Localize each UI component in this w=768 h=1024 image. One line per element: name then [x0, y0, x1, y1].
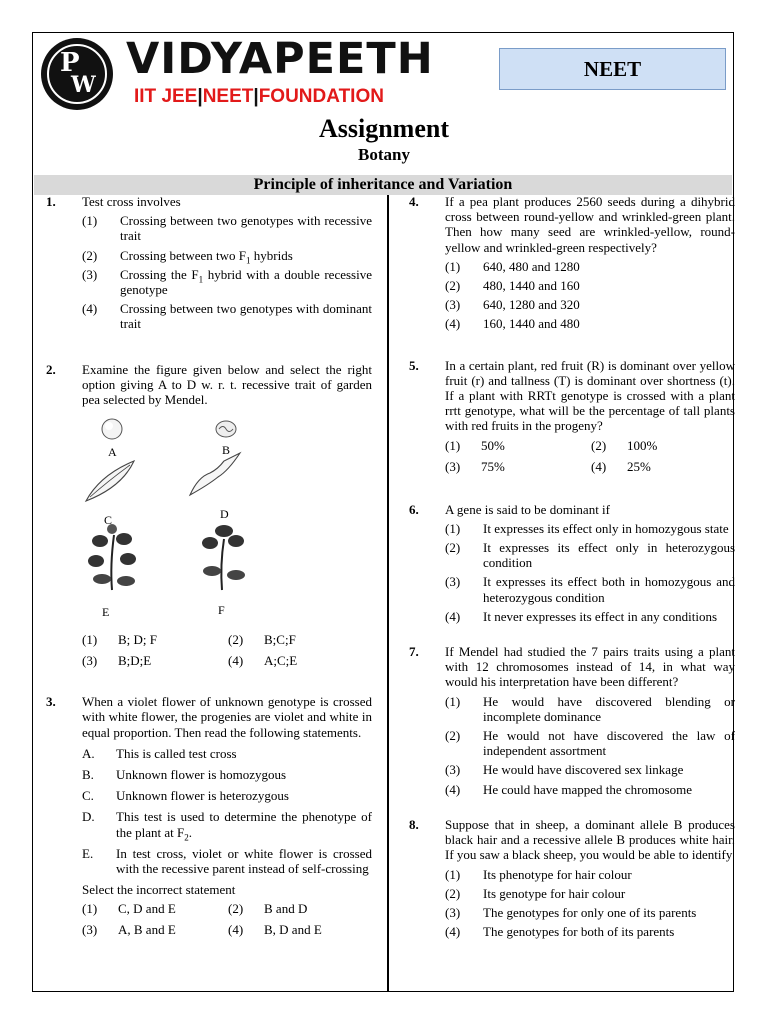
statement: A. This is called test cross [82, 745, 237, 761]
option-row: (1) 50% (2) 100% [445, 437, 658, 453]
page-title: Assignment [318, 114, 449, 143]
option: (3) 640, 1280 and 320 [445, 297, 580, 313]
option: (3) It expresses its effect both in homozygous and heterozygous condition [445, 574, 735, 605]
option: (4) 160, 1440 and 480 [445, 316, 580, 332]
statement: C. Unknown flower is heterozygous [82, 788, 289, 804]
option: (2) Crossing between two $F_1$ hybrids [82, 247, 293, 266]
statement: B. Unknown flower is homozygous [82, 767, 287, 783]
option-row: (3) 75% (4) 25% [445, 458, 651, 474]
round-seed-icon [102, 419, 122, 439]
constricted-pod-icon [190, 453, 240, 495]
figure-label: D [220, 507, 229, 522]
question-4: 4. If a pea plant produces 2560 seeds during a dihybrid cross between round-yellow and wrinkled-green plant. Then how many seed are wrinkled-yellow, round-yellow and wrinkled-green respectively? (1) 640, 480 and 1280 (2) 480, 1440 and 160 (3) 640, 1280 and 320 (4) 160, 1440 and 480 [409, 194, 735, 332]
option: (4) Crossing between two genotypes with dominant trait [82, 301, 372, 332]
statement: E. In test cross, violet or white flower is crossed with the recessive parent instead of self-crossing [82, 845, 372, 877]
question-6: 6. A gene is said to be dominant if (1) It expresses its effect only in homozygous state (2) It expresses its effect only in heterozygous condition (3) It expresses its effect both in homozygous and heterozygous condition (4) It never expresses its effect in any conditions [409, 501, 735, 624]
right-column [405, 194, 735, 939]
option: (3) He would have discovered sex linkage [445, 762, 684, 778]
question-3: 3. When a violet flower of unknown genotype is crossed with white flower, the progenies are violet and white in equal proportion. Then read the following statements. A. This is called test cross B. Unknown flower is homozygous C. Unknown flower is heterozygous D. This test is used to determine the phenotype of the plant at $F_2$. E. In test cross, violet or white flower is crossed with the recessive parent instead of self-crossing Select the incorrect statement (1) C, D and E (2) B and D (3) A, B and E (4) B, D and E [42, 694, 372, 941]
brand-tagline: IIT JEE|NEET|FOUNDATION [134, 86, 384, 107]
option-row: (3) A, B and E (4) B, D and E [82, 922, 322, 938]
option-row: (1) B; D; F (2) B;C;F [82, 632, 296, 648]
option: (3) Crossing the $F_1$ hybrid with a double recessive genotype [82, 266, 372, 298]
pea-traits-figure [82, 415, 372, 630]
option: (1) Its phenotype for hair colour [445, 866, 632, 882]
option: (4) It never expresses its effect in any conditions [445, 608, 718, 624]
terminal-flower-plant-icon [202, 525, 245, 590]
subject-title: Botany [358, 145, 410, 164]
option: (2) 480, 1440 and 160 [445, 278, 580, 294]
instruction: Select the incorrect statement [82, 882, 236, 898]
option: (4) He could have mapped the chromosome [445, 781, 693, 797]
option: (4) The genotypes for both of its parents [445, 924, 675, 940]
figure-label: A [108, 445, 117, 460]
question-2: 2. Examine the figure given below and select the right option giving A to D w. r. t. recessive trait of garden pea selected by Mendel. A B C D E F (1) B; D; F (2) B;C;F (3) B;D;E (4) A;C;E [42, 362, 372, 673]
option-row: (1) C, D and E (2) B and D [82, 901, 308, 917]
brand-name: VIDYAPEETH [126, 34, 434, 84]
question-1: 1. Test cross involves (1) Crossing between two genotypes with recessive trait (2) Crossing between two $F_1$ hybrids (3) Crossing the $F_1$ hybrid with a double recessive genotype (4) Crossing between two genotypes with dominant trait [46, 194, 372, 332]
question-8: 8. Suppose that in sheep, a dominant allele B produces black hair and a recessive allele B produces white hair. If you saw a black sheep, you would be able to identify (1) Its phenotype for hair colour (2) Its genotype for hair colour (3) The genotypes for only one of its parents (4) The genotypes for both of its parents [409, 816, 735, 940]
option: (2) It expresses its effect only in heterozygous condition [445, 540, 735, 571]
option: (1) 640, 480 and 1280 [445, 258, 580, 274]
left-column [42, 194, 372, 941]
axial-flower-plant-icon [88, 524, 136, 590]
column-divider [387, 195, 389, 992]
option: (1) It expresses its effect only in homozygous state [445, 520, 729, 536]
statement: D. This test is used to determine the phenotype of the plant at $F_2$. [82, 809, 372, 843]
option: (1) He would have discovered blending or incomplete dominance [445, 693, 735, 724]
option: (2) He would not have discovered the law of independent assortment [445, 728, 735, 759]
pw-logo: P W [41, 38, 113, 110]
figure-label: C [104, 513, 113, 528]
option: (2) Its genotype for hair colour [445, 885, 626, 901]
option-row: (3) B;D;E (4) A;C;E [82, 653, 298, 669]
question-5: 5. In a certain plant, red fruit (R) is dominant over yellow fruit (r) and tallness (T) is dominant over shortness (t). If a plant with RRTt genotype is crossed with a plant rrtt genotype, what will be the percentage of tall plants with red fruits in the progeny? (1) 50% (2) 100% (3) 75% (4) 25% [405, 358, 735, 478]
option: (1) Crossing between two genotypes with recessive trait [82, 213, 372, 244]
exam-badge: NEET [499, 48, 726, 90]
question-7: 7. If Mendel had studied the 7 pairs traits using a plant with 12 chromosomes instead of 14, in what way would his interpretation have been different? (1) He would have discovered blending or incomplete dominance (2) He would not have discovered the law of independent assortment (3) He would have discovered sex linkage (4) He could have mapped the chromosome [409, 644, 735, 797]
option: (3) The genotypes for only one of its parents [445, 904, 697, 920]
chapter-banner: Principle of inheritance and Variation [34, 175, 732, 195]
figure-label: E [102, 605, 110, 620]
figure-label: B [222, 443, 231, 458]
figure-label: F [218, 603, 225, 618]
